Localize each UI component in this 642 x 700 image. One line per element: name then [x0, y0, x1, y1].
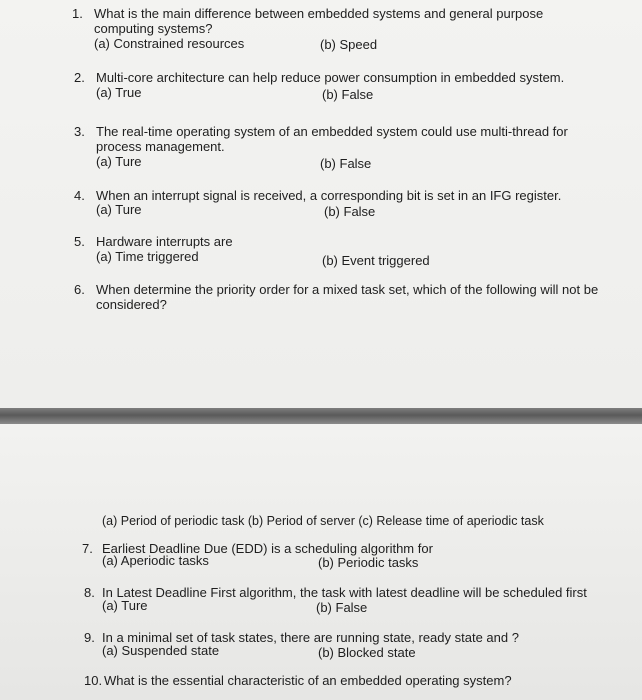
question-text-line: What is the main difference between embedded systems and general purpose — [94, 6, 544, 21]
question-number: 4. — [74, 188, 85, 203]
question-number: 3. — [74, 124, 85, 139]
option-b: (b) False — [322, 87, 374, 102]
question-7 — [82, 541, 632, 573]
option-b: (b) Blocked state — [318, 645, 416, 660]
option-a: (a) Constrained resources — [94, 36, 245, 51]
question-9 — [84, 630, 634, 662]
question-text-line: considered? — [96, 297, 167, 312]
question-number: 10. — [84, 673, 103, 688]
question-number: 9. — [84, 630, 95, 645]
option-a: (a) Ture — [102, 598, 148, 613]
option-b: (b) False — [316, 600, 368, 615]
question-number: 2. — [74, 70, 85, 85]
question-number: 5. — [74, 234, 85, 249]
question-text-line: computing systems? — [94, 21, 213, 36]
question-number: 1. — [72, 6, 83, 21]
option-a: (a) Suspended state — [102, 643, 220, 658]
question-number: 7. — [82, 541, 93, 556]
question-1 — [72, 6, 632, 52]
question-text-line: The real-time operating system of an embedded system could use multi-thread for — [96, 124, 568, 139]
page-bottom — [0, 424, 642, 700]
option-b: (b) Periodic tasks — [318, 555, 419, 570]
question-text-line: In a minimal set of task states, there are running state, ready state and ? — [102, 630, 519, 645]
option-a: (a) True — [96, 85, 142, 100]
option-a: (a) Ture — [96, 154, 142, 169]
option-a: (a) Aperiodic tasks — [102, 553, 209, 568]
question-text-line: Hardware interrupts are — [96, 234, 233, 249]
question-8 — [84, 585, 634, 617]
option-b: (b) False — [320, 156, 372, 171]
question-3 — [74, 124, 634, 170]
option-b: (b) Event triggered — [322, 253, 430, 268]
page-divider — [0, 408, 642, 424]
question-text-line: In Latest Deadline First algorithm, the task with latest deadline will be scheduled first — [102, 585, 587, 600]
question-5 — [74, 234, 634, 268]
question-text-line: When determine the priority order for a mixed task set, which of the following will not be — [96, 282, 599, 297]
option-a: (a) Time triggered — [96, 249, 199, 264]
question-text-line: When an interrupt signal is received, a corresponding bit is set in an IFG register. — [96, 188, 562, 203]
question-2 — [74, 70, 634, 102]
question-10 — [84, 673, 634, 691]
question-text-line: process management. — [96, 139, 225, 154]
question-4 — [74, 188, 634, 220]
question-number: 6. — [74, 282, 85, 297]
question-6 — [74, 282, 634, 314]
option-b: (b) False — [324, 204, 376, 219]
question-text-line: Earliest Deadline Due (EDD) is a scheduling algorithm for — [102, 541, 433, 556]
option-b: (b) Speed — [320, 37, 378, 52]
option-a: (a) Ture — [96, 202, 142, 217]
question-6-options: (a) Period of periodic task (b) Period of server (c) Release time of aperiodic task — [102, 514, 544, 528]
question-text-line: What is the essential characteristic of an embedded operating system? — [104, 673, 512, 688]
question-number: 8. — [84, 585, 95, 600]
question-text-line: Multi-core architecture can help reduce power consumption in embedded system. — [96, 70, 565, 85]
